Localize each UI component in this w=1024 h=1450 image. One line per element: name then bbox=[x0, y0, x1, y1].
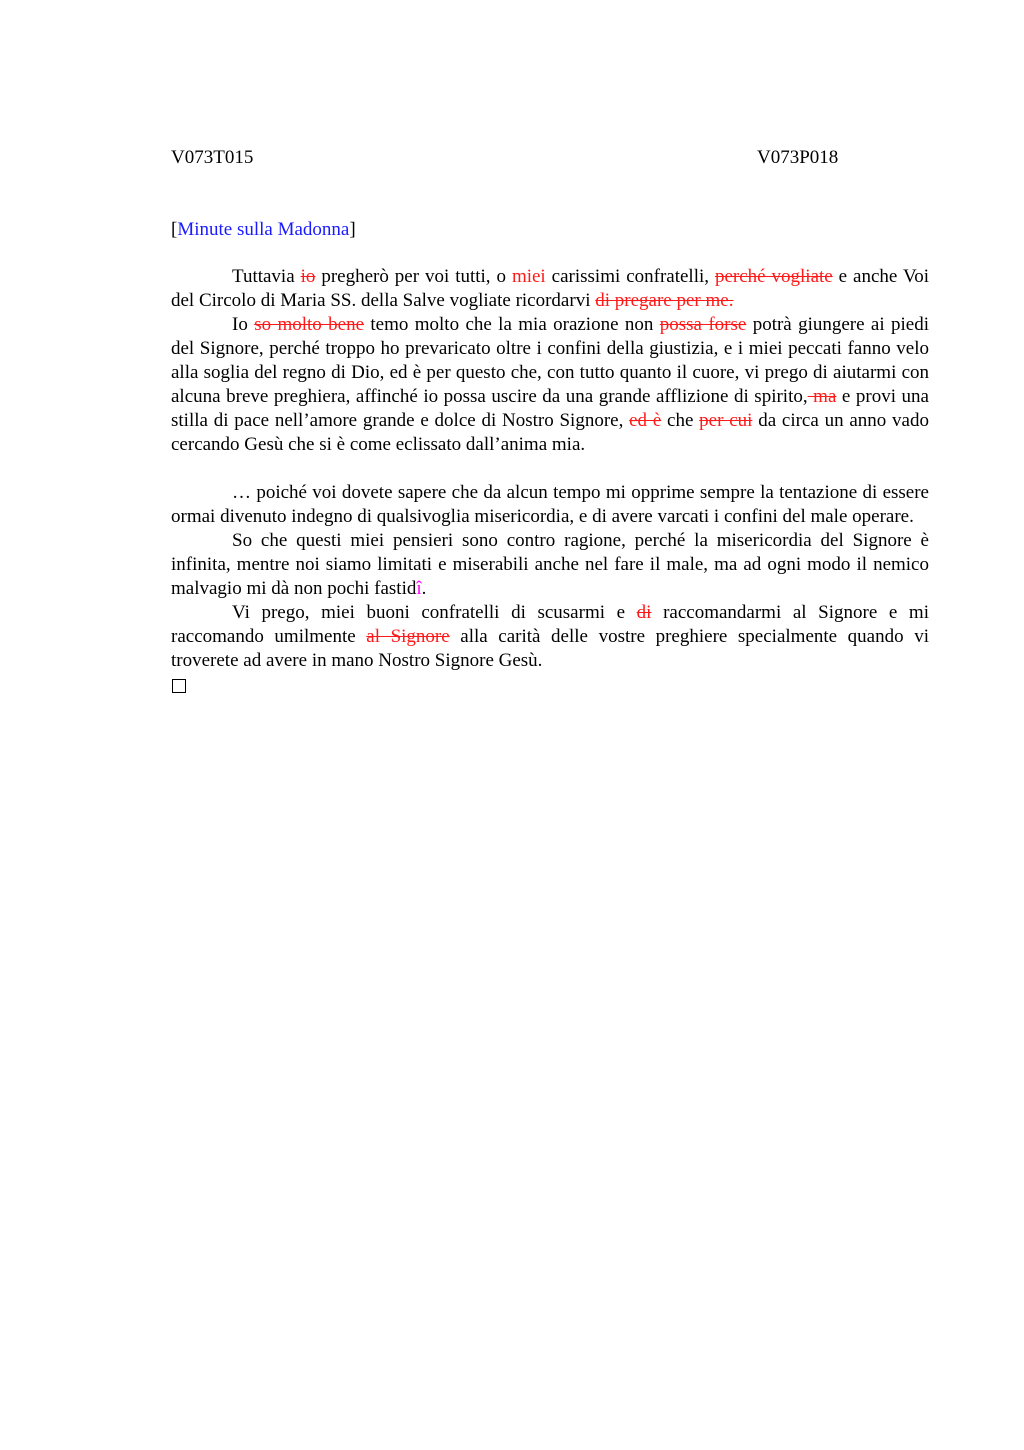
text-run: carissimi confratelli, bbox=[545, 266, 715, 287]
document-page bbox=[171, 145, 929, 693]
text-run: … poiché voi dovete sapere che da alcun tempo mi opprime sempre la tentazione di essere ormai divenuto indegno di qualsivoglia misericordia, e di avere varcati i confini del male operare. bbox=[171, 482, 929, 527]
paragraph-5 bbox=[171, 601, 929, 673]
paragraph-spacer bbox=[171, 457, 929, 481]
end-marker-box-icon bbox=[172, 679, 186, 693]
deleted-text: io bbox=[300, 266, 316, 287]
deleted-text: di pregare per me. bbox=[595, 290, 734, 311]
deleted-text: perché vogliate bbox=[714, 266, 833, 287]
text-run: da circa un anno vado cercando Gesù che si è come eclissato dall’anima mia. bbox=[171, 410, 929, 455]
title-text: Minute sulla Madonna bbox=[177, 219, 350, 240]
text-run: temo molto che la mia orazione non bbox=[364, 314, 660, 335]
volume-page-code: V073P018 bbox=[757, 147, 839, 168]
deleted-text: di bbox=[636, 602, 652, 623]
paragraph-2 bbox=[171, 313, 929, 457]
document-header bbox=[171, 145, 929, 171]
text-run: pregherò per voi tutti, o bbox=[315, 266, 512, 287]
title-open-bracket: [ bbox=[171, 219, 178, 240]
deleted-text: possa forse bbox=[659, 314, 747, 335]
text-run: e provi una stilla di pace nell’amore grande e dolce di Nostro Signore, bbox=[171, 386, 929, 431]
deleted-text: ed è bbox=[629, 410, 662, 431]
text-run: Io bbox=[232, 314, 255, 335]
document-title bbox=[171, 217, 929, 243]
text-run: Vi prego, miei buoni confratelli di scusarmi e bbox=[232, 602, 637, 623]
paragraph-4 bbox=[171, 529, 929, 601]
document-body bbox=[171, 265, 929, 693]
title-close-bracket: ] bbox=[349, 219, 356, 240]
highlighted-character: î bbox=[416, 578, 422, 599]
deleted-text: per cui bbox=[699, 410, 753, 431]
text-run: Tuttavia bbox=[232, 266, 301, 287]
text-run: So che questi miei pensieri sono contro ragione, perché la misericordia del Signore è infinita, mentre noi siamo limitati e miserabili anche nel fare il male, ma ad ogni modo il nemico malvagio mi dà non pochi fastid bbox=[171, 530, 929, 599]
text-run: e anche Voi del Circolo di Maria SS. della Salve vogliate ricordarvi bbox=[171, 266, 929, 311]
text-run: potrà giungere ai piedi del Signore, perché troppo ho prevaricato oltre i confini della giustizia, e i miei peccati fanno velo alla soglia del regno di Dio, ed è per questo che, con tutto quanto il cuore, vi prego di aiutarmi con alcuna breve preghiera, affinché io possa uscire da una grande afflizione di spirito, bbox=[171, 314, 929, 407]
paragraph-1 bbox=[171, 265, 929, 313]
text-run: . bbox=[421, 578, 427, 599]
deleted-text: so molto bene bbox=[254, 314, 365, 335]
paragraph-3 bbox=[171, 481, 929, 529]
deleted-text: ma bbox=[807, 386, 837, 407]
text-run: che bbox=[661, 410, 700, 431]
text-run: raccomandarmi al Signore e mi raccomando umilmente bbox=[171, 602, 929, 647]
deleted-text: al Signore bbox=[366, 626, 450, 647]
inserted-text: miei bbox=[511, 266, 546, 287]
text-run: alla carità delle vostre preghiere specialmente quando vi troverete ad avere in mano Nostro Signore Gesù. bbox=[171, 626, 929, 671]
volume-text-code: V073T015 bbox=[171, 147, 254, 168]
